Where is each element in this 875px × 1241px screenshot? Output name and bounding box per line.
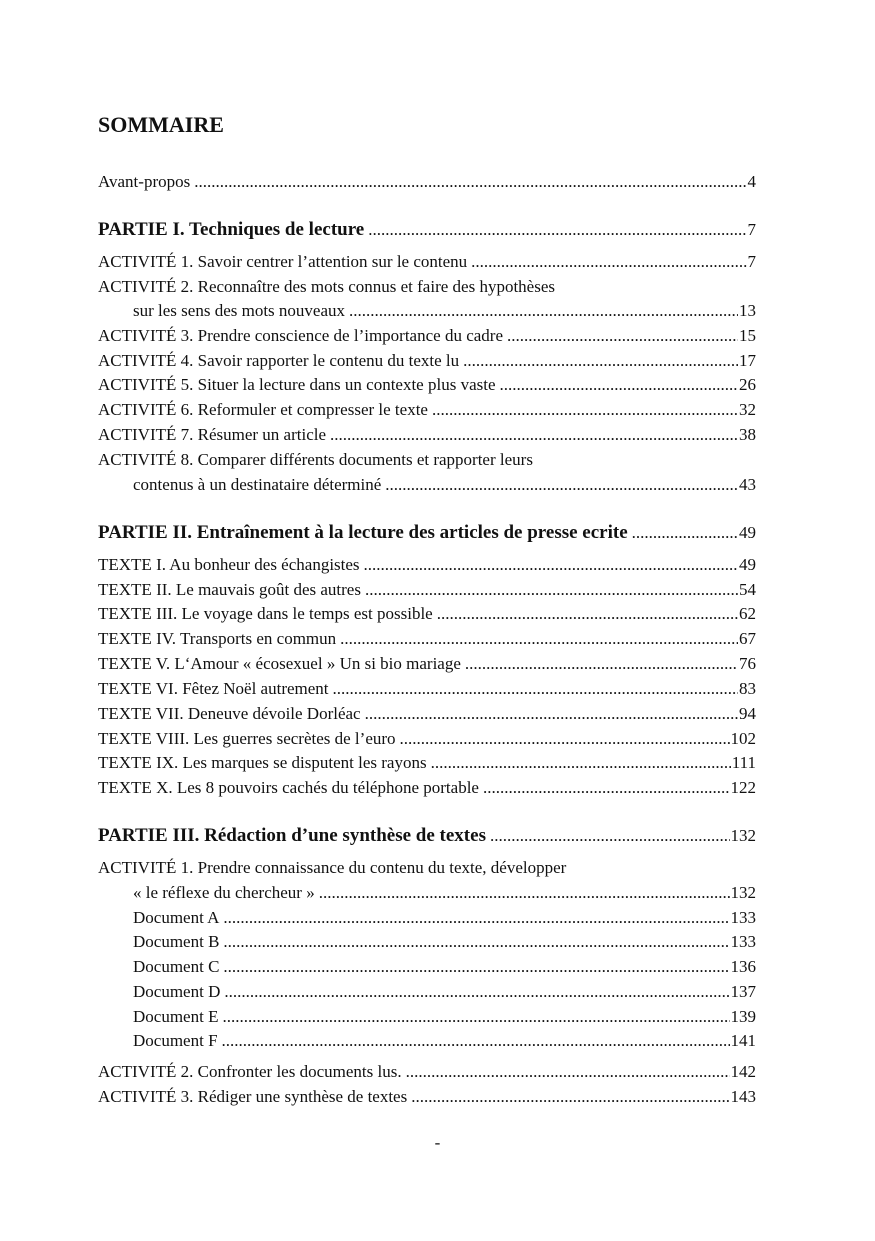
toc-label: Avant-propos	[98, 172, 191, 191]
toc-page: 76	[739, 654, 756, 673]
leader-dots	[222, 1030, 730, 1052]
toc-part-1-heading[interactable]	[98, 219, 756, 241]
toc-page: 4	[747, 172, 756, 191]
toc-label: ACTIVITÉ 8. Comparer différents documents et rapporter leurs	[98, 450, 533, 469]
toc-entry-document-d[interactable]	[133, 981, 756, 1003]
toc-entry-part3-activite-3[interactable]	[98, 1086, 756, 1108]
toc-entry-part3-activite-1[interactable]	[98, 857, 756, 879]
toc-entry-part1-activite-2[interactable]	[98, 276, 756, 298]
toc-label: Document B	[133, 932, 220, 951]
toc-label: contenus à un destinataire déterminé	[133, 475, 382, 494]
toc-entry-part1-activite-5[interactable]	[98, 374, 756, 396]
toc-page: 32	[739, 400, 756, 419]
toc-label: ACTIVITÉ 3. Rédiger une synthèse de textes	[98, 1087, 408, 1106]
toc-entry-texte-9[interactable]	[98, 752, 756, 774]
page-number: -	[434, 1133, 441, 1152]
toc-entry-part3-activite-2[interactable]	[98, 1061, 756, 1083]
toc-page: 62	[739, 604, 756, 623]
leader-dots	[368, 219, 746, 241]
leader-dots	[223, 907, 729, 929]
toc-entry-texte-8[interactable]	[98, 728, 756, 750]
toc-label: « le réflexe du chercheur »	[133, 883, 315, 902]
toc-entry-part1-activite-8[interactable]	[98, 449, 756, 471]
toc-label: TEXTE I. Au bonheur des échangistes	[98, 555, 360, 574]
toc-label: TEXTE VII. Deneuve dévoile Dorléac	[98, 704, 361, 723]
leader-dots	[483, 777, 730, 799]
toc-page: 54	[739, 580, 756, 599]
leader-dots	[223, 931, 729, 953]
leader-dots	[194, 171, 746, 193]
toc-label: Document D	[133, 982, 221, 1001]
toc-page: 137	[730, 982, 756, 1001]
leader-dots	[471, 251, 746, 273]
toc-label: ACTIVITÉ 2. Reconnaître des mots connus et faire des hypothèses	[98, 277, 555, 296]
leader-dots	[319, 882, 730, 904]
toc-entry-texte-3[interactable]	[98, 603, 756, 625]
toc-page: 13	[739, 301, 756, 320]
toc-label: Document F	[133, 1031, 218, 1050]
toc-label: TEXTE IX. Les marques se disputent les rayons	[98, 753, 427, 772]
toc-label: ACTIVITÉ 5. Situer la lecture dans un contexte plus vaste	[98, 375, 496, 394]
toc-page: 143	[730, 1087, 756, 1106]
toc-page: 26	[739, 375, 756, 394]
toc-entry-part1-activite-2-cont[interactable]	[133, 300, 756, 322]
toc-entry-part1-activite-7[interactable]	[98, 424, 756, 446]
leader-dots	[431, 752, 731, 774]
leader-dots	[340, 628, 738, 650]
toc-label: sur les sens des mots nouveaux	[133, 301, 346, 320]
toc-page: 133	[730, 932, 756, 951]
toc-label: PARTIE III. Rédaction d’une synthèse de textes	[98, 825, 486, 846]
page-title: SOMMAIRE	[98, 112, 224, 137]
toc-label: ACTIVITÉ 2. Confronter les documents lus.	[98, 1062, 402, 1081]
toc-page: 17	[739, 351, 756, 370]
toc-page: 67	[739, 629, 756, 648]
toc-page: 43	[739, 475, 756, 494]
leader-dots	[463, 350, 738, 372]
leader-dots	[365, 703, 738, 725]
toc-label: TEXTE III. Le voyage dans le temps est possible	[98, 604, 433, 623]
toc-entry-texte-4[interactable]	[98, 628, 756, 650]
toc-page: 94	[739, 704, 756, 723]
toc-page: 15	[739, 326, 756, 345]
toc-entry-part1-activite-3[interactable]	[98, 325, 756, 347]
toc-label: ACTIVITÉ 6. Reformuler et compresser le texte	[98, 400, 428, 419]
toc-page: 38	[739, 425, 756, 444]
toc-page: 141	[730, 1031, 756, 1050]
toc-entry-avant-propos[interactable]	[98, 171, 756, 193]
leader-dots	[500, 374, 739, 396]
leader-dots	[385, 474, 738, 496]
leader-dots	[349, 300, 738, 322]
toc-entry-document-c[interactable]	[133, 956, 756, 978]
toc-part-3-heading[interactable]	[98, 825, 756, 847]
leader-dots	[490, 825, 730, 847]
toc-entry-texte-1[interactable]	[98, 554, 756, 576]
toc-label: TEXTE VI. Fêtez Noël autrement	[98, 679, 329, 698]
toc-label: TEXTE II. Le mauvais goût des autres	[98, 580, 361, 599]
toc-entry-document-b[interactable]	[133, 931, 756, 953]
toc-entry-texte-10[interactable]	[98, 777, 756, 799]
toc-label: TEXTE X. Les 8 pouvoirs cachés du téléphone portable	[98, 778, 479, 797]
leader-dots	[465, 653, 738, 675]
leader-dots	[364, 554, 738, 576]
toc-part-2-heading[interactable]	[98, 522, 756, 544]
toc-page: 136	[730, 957, 756, 976]
toc-entry-texte-7[interactable]	[98, 703, 756, 725]
leader-dots	[432, 399, 738, 421]
toc-page: 122	[730, 778, 756, 797]
toc-label: ACTIVITÉ 1. Savoir centrer l’attention sur le contenu	[98, 252, 468, 271]
toc-label: TEXTE V. L‘Amour « écosexuel » Un si bio mariage	[98, 654, 461, 673]
toc-page: 7	[747, 252, 756, 271]
toc-entry-document-f[interactable]	[133, 1030, 756, 1052]
toc-label: TEXTE IV. Transports en commun	[98, 629, 337, 648]
toc-page: 111	[731, 753, 756, 772]
toc-entry-part1-activite-6[interactable]	[98, 399, 756, 421]
toc-page: 133	[730, 908, 756, 927]
toc-page: 7	[747, 220, 756, 239]
toc-page: 139	[730, 1007, 756, 1026]
toc-label: PARTIE I. Techniques de lecture	[98, 219, 365, 240]
toc-entry-part3-activite-1-cont[interactable]	[133, 882, 756, 904]
toc-page: 102	[730, 729, 756, 748]
toc-entry-part1-activite-4[interactable]	[98, 350, 756, 372]
toc-entry-texte-6[interactable]	[98, 678, 756, 700]
leader-dots	[365, 579, 738, 601]
toc-label: TEXTE VIII. Les guerres secrètes de l’euro	[98, 729, 396, 748]
toc-page: 49	[739, 523, 756, 542]
leader-dots	[223, 956, 729, 978]
toc-page: 132	[730, 883, 756, 902]
leader-dots	[411, 1086, 729, 1108]
leader-dots	[507, 325, 738, 347]
toc-label: PARTIE II. Entraînement à la lecture des articles de presse ecrite	[98, 522, 628, 543]
leader-dots	[400, 728, 730, 750]
toc-entry-document-e[interactable]	[133, 1006, 756, 1028]
toc-label: ACTIVITÉ 4. Savoir rapporter le contenu du texte lu	[98, 351, 460, 370]
toc-label: ACTIVITÉ 1. Prendre connaissance du contenu du texte, développer	[98, 858, 567, 877]
toc-label: ACTIVITÉ 7. Résumer un article	[98, 425, 327, 444]
toc-entry-texte-5[interactable]	[98, 653, 756, 675]
toc-page: 142	[730, 1062, 756, 1081]
toc-page: 83	[739, 679, 756, 698]
toc-label: Document E	[133, 1007, 219, 1026]
leader-dots	[224, 981, 729, 1003]
toc-page: 49	[739, 555, 756, 574]
toc-entry-texte-2[interactable]	[98, 579, 756, 601]
leader-dots	[632, 522, 738, 544]
leader-dots	[222, 1006, 729, 1028]
toc-entry-part1-activite-1[interactable]	[98, 251, 756, 273]
leader-dots	[333, 678, 738, 700]
leader-dots	[330, 424, 738, 446]
toc-label: ACTIVITÉ 3. Prendre conscience de l’importance du cadre	[98, 326, 503, 345]
toc-entry-part1-activite-8-cont[interactable]	[133, 474, 756, 496]
leader-dots	[437, 603, 738, 625]
toc-page: 132	[730, 826, 756, 845]
toc-label: Document A	[133, 908, 220, 927]
toc-label: Document C	[133, 957, 220, 976]
leader-dots	[406, 1061, 730, 1083]
toc-entry-document-a[interactable]	[133, 907, 756, 929]
